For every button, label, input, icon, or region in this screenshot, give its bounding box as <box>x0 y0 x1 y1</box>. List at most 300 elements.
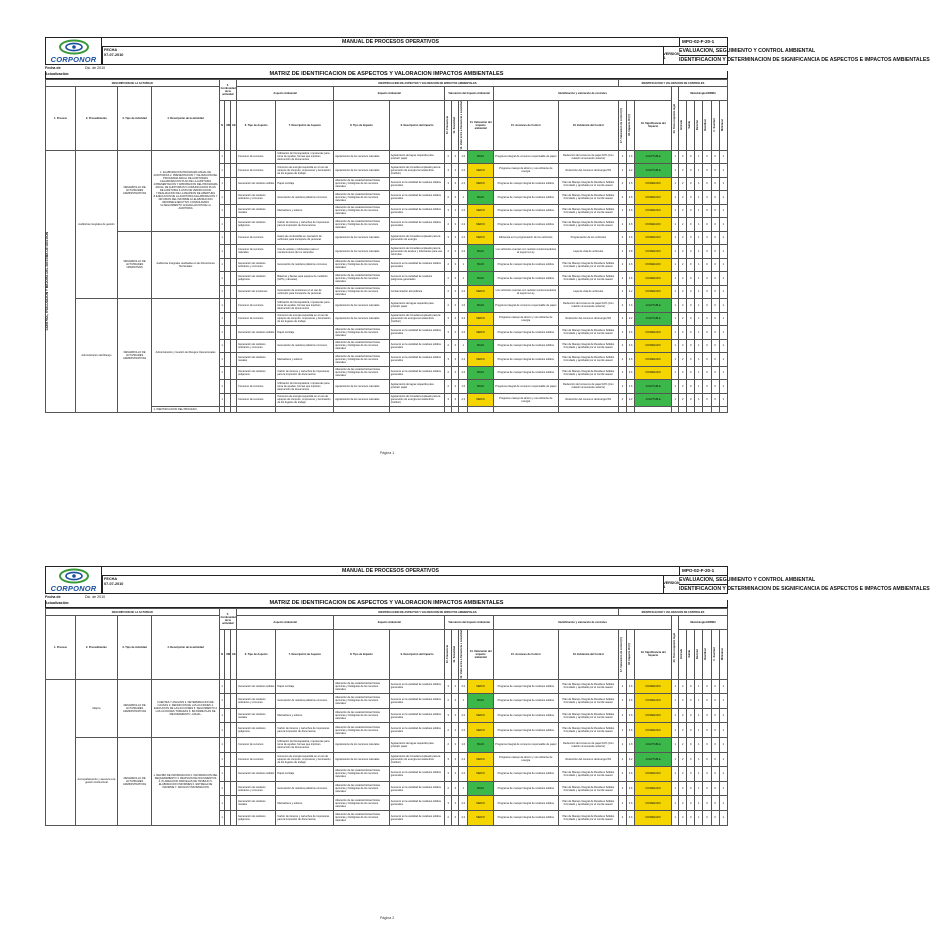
cell-efectividad: 2 <box>618 380 626 394</box>
cell-impacto-c: 2.2 <box>627 393 635 407</box>
cell-tipo-aspecto: Consumo de recursos <box>237 299 276 313</box>
cell-n: 1 <box>219 326 225 340</box>
cell-errma: 1 <box>695 393 703 407</box>
cell-severidad: 3 <box>452 737 459 752</box>
cell-tipo-aspecto: Generación de residuos peligrosos <box>237 218 276 232</box>
cell-tipo-impacto: Agotamiento de los recursos naturales <box>334 150 390 164</box>
cell-acciones: Programa de manejo integral de residuos sólidos <box>493 177 558 191</box>
cell-acciones: Los vehículos cuentan con revisión tecnicomecánica al según la Ley <box>493 285 558 299</box>
corponor-logo <box>46 567 102 593</box>
cell-acciones: Programa de manejo integral de residuos sólidos <box>493 272 558 286</box>
cell-severidad: 3 <box>452 796 459 811</box>
cell-desc-aspecto: Generación de residuos plásticos comunes <box>276 781 334 796</box>
cell-desc-aspecto: Utilización de fotocopiadora, impresoras para toma de ayudas, formas que implican destrucción de documentos <box>276 737 334 752</box>
cell-frecuencia: 2 <box>445 258 452 272</box>
cell-desc-aspecto: Utilización de fotocopiadora, impresoras para toma de ayudas, formas que implican destrucción de documentos <box>276 150 334 164</box>
cell-efectividad: 2 <box>618 339 626 353</box>
cell-errma: 0 <box>711 366 719 380</box>
cell-tiene-req: 1 <box>672 231 679 245</box>
sidebar-process-label: CONTROL, EVALUACION Y MEJORA DEL SISTEMA DE GESTION <box>45 232 49 331</box>
cell-errma: 0 <box>703 204 711 218</box>
cell-desc-aspecto: Consumo de energía requerida en el uso de equipos de cómputo, impresoras y iluminación de los lugares de trabajo <box>276 312 334 326</box>
cell-tipo-impacto: Agotamiento de los recursos naturales <box>334 312 390 326</box>
cell-n: 1 <box>219 218 225 232</box>
cell-acciones: Programa de manejo integral de residuos sólidos <box>493 218 558 232</box>
cell-errma: 1 <box>719 767 727 782</box>
manual-title: MANUAL DE PROCESOS OPERATIVOS <box>102 38 679 47</box>
group-impacto: Impacto Ambiental <box>334 616 445 630</box>
col-frecuencia: 10. Frecuencia <box>446 645 450 664</box>
cell-n: 1 <box>219 272 225 286</box>
cell-significancia-badge: MODERADO <box>635 258 672 272</box>
cell-errma: 1 <box>719 708 727 723</box>
group-ident-controles: Identificación y valoración de controles <box>493 87 671 101</box>
cell-errma: 2 <box>679 393 687 407</box>
cell-tiene-req: 1 <box>672 299 679 313</box>
cell-frecuencia: 2 <box>445 339 452 353</box>
cell-evidencia: Plan de Manejo Integral de Residuos Sólidos formulado y aprobado por el comité asesor <box>558 218 618 232</box>
cell-evidencia: Hoja de vida de vehículos <box>558 285 618 299</box>
cell-errma: 1 <box>719 191 727 205</box>
cell-valor: 2.2 <box>459 285 468 299</box>
cell-efectividad: 2 <box>618 694 626 709</box>
cell-n: 1 <box>219 796 225 811</box>
cell-valor: 2.2 <box>459 312 468 326</box>
cell-significancia-badge: MODERADO <box>635 767 672 782</box>
cell-significancia-badge: MODERADO <box>635 218 672 232</box>
cell-acciones: Programa integral de consumo responsable de papel <box>493 150 558 164</box>
cell-severidad: 3 <box>452 312 459 326</box>
cell-impacto-c: 2.2 <box>627 752 635 767</box>
cell-errma: 1 <box>695 231 703 245</box>
cell-acciones: Programa manejo de ahorro y uso eficiente de energía <box>493 752 558 767</box>
descripcion-riesgos: Administración y Gestión de Riesgos Operacionales <box>152 299 219 407</box>
table-row <box>46 231 728 245</box>
procedimiento-auditorias: Auditorías integrales de gestión <box>76 150 118 299</box>
cell-severidad: 3 <box>452 393 459 407</box>
cell-tipo-impacto: Alteración de las características físicas químicas y biológicas de los recursos naturales <box>334 781 390 796</box>
cell-significancia-badge: MODERADO <box>635 326 672 340</box>
cell-severidad: 3 <box>452 353 459 367</box>
cell-errma: 2 <box>679 299 687 313</box>
cell-significancia-badge: ACEPTABLE <box>635 393 672 407</box>
cell-desc-impacto: Contaminación atmosférica <box>389 285 445 299</box>
cell-tipo-impacto: Alteración de las características físicas químicas y biológicas de los recursos naturales <box>334 810 390 825</box>
cell-errma: 0 <box>711 177 719 191</box>
col-tipo-impacto: 8. Tipo de Impacto <box>334 101 390 151</box>
cell-frecuencia: 2 <box>445 218 452 232</box>
cell-frecuencia: 2 <box>445 694 452 709</box>
cell-errma: 1 <box>719 231 727 245</box>
cell-valoracion-badge: BAJO <box>468 150 493 164</box>
cell-impacto-c: 4.6 <box>627 258 635 272</box>
cell-evidencia: Reducción del consumo de papel 10% (Con relación al semestre anterior) <box>558 299 618 313</box>
group-valoracion: Valoración del Impacto Ambiental <box>445 87 494 101</box>
cell-tipo-aspecto: Generación de residuos sólidos <box>237 767 276 782</box>
cell-evidencia: Plan de Manejo Integral de Residuos Sólidos formulado y aprobado por el comité asesor <box>558 326 618 340</box>
cell-errma: 0 <box>703 312 711 326</box>
cell-significancia-badge: MODERADO <box>635 679 672 694</box>
cell-significancia-badge: MODERADO <box>635 796 672 811</box>
group-identificacion: IDENTIFICACION DE ASPECTOS Y VALORACION DE IMPACTOS AMBIENTALES <box>237 80 619 87</box>
cell-frecuencia: 2 <box>445 366 452 380</box>
col-errma-5: Minimizar <box>720 119 724 132</box>
descripcion-direcciones: Auditorías Integrales realizadas en las Direcciones Territoriales <box>152 231 219 299</box>
cell-errma: 0 <box>687 299 695 313</box>
cell-tiene-req: 1 <box>672 694 679 709</box>
cell-tipo-impacto: Agotamiento de los recursos naturales <box>334 752 390 767</box>
cell-tipo-impacto: Alteración de las características físicas químicas y biológicas de los recursos naturales <box>334 218 390 232</box>
cell-significancia-badge: ACEPTABLE <box>635 312 672 326</box>
cell-impacto-c: 4.6 <box>627 796 635 811</box>
cell-valoracion-badge: MEDIO <box>468 177 493 191</box>
cell-valor: 2.2 <box>459 204 468 218</box>
cell-evidencia: Reducción del consumo de papel 10% (Con relación al semestre anterior) <box>558 380 618 394</box>
cell-efectividad: 2 <box>618 810 626 825</box>
cell-errma: 0 <box>687 272 695 286</box>
cell-errma: 1 <box>695 366 703 380</box>
cell-frecuencia: 2 <box>445 810 452 825</box>
col-errma-5: Minimizar <box>720 648 724 661</box>
cell-errma: 0 <box>703 694 711 709</box>
cell-efectividad: 2 <box>618 258 626 272</box>
cell-desc-aspecto: Utilización de fotocopiadora, impresoras para toma de ayudas, formas que implican destrucción de documentos <box>276 299 334 313</box>
logo-emblem-icon <box>54 38 94 55</box>
cell-errma: 1 <box>719 679 727 694</box>
cell-acciones: Programa de manejo integral de residuos sólidos <box>493 767 558 782</box>
cell-n: 1 <box>219 312 225 326</box>
cell-severidad: 3 <box>452 150 459 164</box>
cell-desc-aspecto: Consumo de energía requerida en el uso de equipos de cómputo, impresoras y iluminación de los lugares de trabajo <box>276 752 334 767</box>
cell-frecuencia: 3 <box>445 353 452 367</box>
cell-errma: 1 <box>695 708 703 723</box>
cell-desc-aspecto: Gasto de combustible en operación de vehículos para transporte de personal <box>276 231 334 245</box>
cell-frecuencia: 2 <box>445 272 452 286</box>
cell-desc-aspecto: Papel reciclaje <box>276 326 334 340</box>
cell-errma: 0 <box>687 679 695 694</box>
cell-evidencia: Plan de Manejo Integral de Residuos Sólidos formulado y aprobado por el comité asesor <box>558 204 618 218</box>
cell-desc-impacto: Aumento en la cantidad de residuos peligrosos generados <box>389 272 445 286</box>
cell-tipo-aspecto: Generación de residuos peligrosos <box>237 810 276 825</box>
cell-severidad: 3 <box>452 272 459 286</box>
cell-errma: 1 <box>695 694 703 709</box>
update-value: Dic. de 2010 <box>85 595 106 599</box>
update-value: Dic. de 2010 <box>85 66 106 70</box>
cell-desc-aspecto: Papel reciclaje <box>276 177 334 191</box>
cell-significancia-badge: ACEPTABLE <box>635 380 672 394</box>
cell-valor: 2.2 <box>459 810 468 825</box>
cell-impacto-c: 4.6 <box>627 708 635 723</box>
fecha-value: 07-07-2010 <box>104 52 124 57</box>
cell-acciones: Eficiencia en la programación de los vehículos <box>493 231 558 245</box>
section-title: EVALUACION, SEGUIMIENTO Y CONTROL AMBIENTAL <box>679 48 816 54</box>
cell-errma: 2 <box>679 708 687 723</box>
cell-errma: 2 <box>679 285 687 299</box>
cell-n: 1 <box>219 380 225 394</box>
cell-tipo-aspecto: Consumo de recursos <box>237 752 276 767</box>
cell-n: 1 <box>219 737 225 752</box>
cell-acciones: Programa de manejo integral de residuos sólidos <box>493 204 558 218</box>
cell-severidad: 3 <box>452 723 459 738</box>
cell-valoracion-badge: BAJO <box>468 380 493 394</box>
cell-errma: 0 <box>703 353 711 367</box>
cell-errma: 1 <box>695 191 703 205</box>
cell-acciones: Programa manejo de ahorro y uso eficiente de energía <box>493 393 558 407</box>
cell-efectividad: 2 <box>618 781 626 796</box>
cell-tiene-req: 1 <box>672 285 679 299</box>
col-valor: 12. Valor entre a frecuencia x severidad <box>460 101 464 150</box>
cell-n: 1 <box>219 258 225 272</box>
cell-impacto-c: 3.8 <box>627 245 635 259</box>
cell-tiene-req: 1 <box>672 353 679 367</box>
cell-evidencia: Plan de Manejo Integral de Residuos Sólidos formulado y aprobado por el comité asesor <box>558 767 618 782</box>
cell-tiene-req: 1 <box>672 258 679 272</box>
cell-errma: 0 <box>711 272 719 286</box>
document-header <box>45 566 930 594</box>
cell-severidad: 3 <box>452 231 459 245</box>
cell-errma: 2 <box>679 737 687 752</box>
group-ident-controles: Identificación y valoración de controles <box>493 616 671 630</box>
cell-valoracion-badge: MEDIO <box>468 810 493 825</box>
cell-efectividad: 2 <box>618 218 626 232</box>
col-ee: EE <box>231 101 237 151</box>
cell-frecuencia: 3 <box>445 312 452 326</box>
cell-efectividad: 2 <box>618 737 626 752</box>
cell-errma: 1 <box>695 752 703 767</box>
page-2 <box>45 566 930 826</box>
cell-impacto-c: 4.2 <box>627 285 635 299</box>
descripcion-mejora: FUENTES Y ANALISIS 2. DETERMINACION DE CAUSAS 3. DEFINICION DE LAS ACCIONES 4. EJECUCION DE LAS ACCIONES 5. SEGUIMIENTO A LAS ACCIONES TOMADAS 6. INFORME PLAN DE MEJORAMIENTO -ANUAL- <box>152 679 219 737</box>
cell-desc-impacto: Agotamiento de Inmediat empleado para la generación de energía termoeléctrica (Carbón) <box>389 164 445 178</box>
cell-errma: 2 <box>679 781 687 796</box>
cell-tiene-req: 1 <box>672 191 679 205</box>
col-desc-impacto: 9. Descripción del Impacto <box>389 630 445 680</box>
cell-errma: 0 <box>711 694 719 709</box>
cell-frecuencia: 2 <box>445 380 452 394</box>
cell-errma: 0 <box>687 810 695 825</box>
cell-errma: 1 <box>695 218 703 232</box>
cell-errma: 0 <box>711 679 719 694</box>
col-n: N <box>219 101 225 151</box>
cell-impacto-c: 4.6 <box>627 339 635 353</box>
cell-frecuencia: 3 <box>445 752 452 767</box>
form-title: IDENTIFICACION Y DETERMINACION DE SIGNIFICANCIA DE ASPECTOS E IMPACTOS AMBIENTALES <box>679 57 930 63</box>
cell-errma: 1 <box>719 380 727 394</box>
cell-errma: 2 <box>679 380 687 394</box>
cell-frecuencia: 2 <box>445 723 452 738</box>
cell-errma: 0 <box>687 218 695 232</box>
cell-valor: 2.2 <box>459 723 468 738</box>
cell-tiene-req: 1 <box>672 164 679 178</box>
col-impacto-c: 18. Impacto ID (C) <box>628 114 632 137</box>
cell-valoracion-badge: MEDIO <box>468 164 493 178</box>
col-errma-3: Reutilizar <box>704 119 708 132</box>
table-row <box>46 150 728 164</box>
col-errma-2: Reciclar <box>696 649 700 660</box>
cell-errma: 0 <box>687 258 695 272</box>
cell-errma: 1 <box>719 723 727 738</box>
cell-errma: 1 <box>719 258 727 272</box>
cell-frecuencia: 3 <box>445 708 452 723</box>
cell-efectividad: 2 <box>618 177 626 191</box>
cell-n: 1 <box>219 231 225 245</box>
cell-valoracion-badge: MEDIO <box>468 218 493 232</box>
cell-valoracion-badge: BAJO <box>468 366 493 380</box>
cell-errma: 0 <box>703 380 711 394</box>
cell-errma: 1 <box>695 272 703 286</box>
cell-efectividad: 2 <box>618 164 626 178</box>
cell-efectividad: 2 <box>618 285 626 299</box>
cell-efectividad: 2 <box>618 245 626 259</box>
cell-errma: 2 <box>679 164 687 178</box>
cell-acciones: Programa de manejo integral de residuos sólidos <box>493 258 558 272</box>
cell-desc-aspecto: Cartón de tóneres y cartuchos de impresoras para la impresión de documentos <box>276 723 334 738</box>
col-tipo-aspecto: 6. Tipo de Aspecto <box>237 630 276 680</box>
cell-valoracion-badge: BAJO <box>468 339 493 353</box>
cell-tiene-req: 1 <box>672 737 679 752</box>
cell-impacto-c: 4.6 <box>627 694 635 709</box>
cell-acciones: Programa de manejo integral de residuos sólidos <box>493 679 558 694</box>
cell-errma: 1 <box>695 164 703 178</box>
col-tipo-impacto: 8. Tipo de Impacto <box>334 630 390 680</box>
cell-errma: 1 <box>719 796 727 811</box>
cell-errma: 2 <box>679 679 687 694</box>
cell-errma: 1 <box>695 767 703 782</box>
cell-tipo-aspecto: Consumo de recursos <box>237 737 276 752</box>
cell-significancia-badge: ACEPTABLE <box>635 752 672 767</box>
cell-desc-impacto: Aumento en la cantidad de residuos sólidos generados <box>389 694 445 709</box>
version-label: VERSION 1 <box>663 51 680 60</box>
cell-errma: 2 <box>679 272 687 286</box>
group-aspecto: Aspecto Ambiental <box>237 87 334 101</box>
cell-tipo-impacto: Alteración de las características físicas químicas y biológicas de los recursos naturales <box>334 191 390 205</box>
cell-desc-impacto: Agotamiento del agua requerida para producir papel <box>389 299 445 313</box>
col-tipo-actividad: 3. Tipo de Actividad <box>117 87 152 151</box>
cell-acciones: Programa de manejo integral de residuos sólidos <box>493 796 558 811</box>
cell-tipo-aspecto: Generación de emisiones <box>237 285 276 299</box>
cell-errma: 0 <box>703 767 711 782</box>
cell-desc-aspecto: Utilización de fotocopiadora, impresoras para toma de ayudas, formas que implican destrucción de documentos <box>276 380 334 394</box>
cell-significancia-badge: MODERADO <box>635 272 672 286</box>
cell-tipo-impacto: Alteración de las características físicas químicas y biológicas de los recursos naturales <box>334 723 390 738</box>
cell-valoracion-badge: BAJO <box>468 299 493 313</box>
cell-desc-impacto: Aumento en la cantidad de residuos sólidos generados <box>389 191 445 205</box>
cell-significancia-badge: MODERADO <box>635 723 672 738</box>
cell-evidencia: Plan de Manejo Integral de Residuos Sólidos formulado y aprobado por el comité asesor <box>558 272 618 286</box>
cell-significancia-badge: MODERADO <box>635 245 672 259</box>
cell-errma: 2 <box>679 150 687 164</box>
logo-text: CORPONOR <box>50 584 97 593</box>
cell-desc-aspecto: Cartón de tóneres y cartuchos de impresoras para la impresión de documentos <box>276 218 334 232</box>
cell-evidencia: Plan de Manejo Integral de Residuos Sólidos formulado y aprobado por el comité asesor <box>558 339 618 353</box>
cell-tipo-aspecto: Consumo de recursos <box>237 231 276 245</box>
cell-tiene-req: 1 <box>672 312 679 326</box>
cell-tipo-impacto: Agotamiento de los recursos naturales <box>334 164 390 178</box>
cell-errma: 0 <box>711 245 719 259</box>
col-errma-4: C. Sustituir <box>712 647 716 662</box>
cell-errma: 2 <box>679 204 687 218</box>
cell-errma: 0 <box>687 164 695 178</box>
matrix-title: MATRIZ DE IDENTIFICACION DE ASPECTOS Y VALORACION IMPACTOS AMBIENTALES <box>45 600 728 608</box>
cell-valoracion-badge: MEDIO <box>468 231 493 245</box>
cell-errma: 1 <box>719 204 727 218</box>
cell-errma: 1 <box>719 353 727 367</box>
cell-severidad: 3 <box>452 694 459 709</box>
cell-severidad: 3 <box>452 164 459 178</box>
cell-tipo-impacto: Agotamiento de los recursos naturales <box>334 737 390 752</box>
cell-desc-impacto: Aumento en la cantidad de residuos sólidos generados <box>389 708 445 723</box>
group-valoracion: Valoración del Impacto Ambiental <box>445 616 494 630</box>
col-errma-4: C. Sustituir <box>712 118 716 133</box>
date-version-box <box>102 47 679 64</box>
cell-severidad: 3 <box>452 767 459 782</box>
document-header <box>45 37 930 65</box>
cell-tipo-aspecto: Generación de residuos peligrosos <box>237 723 276 738</box>
procedimiento-acompanamiento: Acompañamiento y asesoría a la gestión institucional <box>76 737 118 825</box>
cell-errma: 1 <box>695 258 703 272</box>
col-significancia: 19. Significancia del Impacto <box>635 630 672 680</box>
cell-efectividad: 2 <box>618 326 626 340</box>
col-val-impacto: 14. Valoración del impacto ambiental <box>468 630 493 680</box>
cell-acciones: Programa de manejo integral de residuos sólidos <box>493 366 558 380</box>
cell-impacto-c: 4.6 <box>627 326 635 340</box>
col-descripcion: 4. Descripción de la actividad <box>152 616 219 680</box>
cell-tiene-req: 1 <box>672 781 679 796</box>
cell-desc-impacto: Agotamiento de Inmediat empleado para la generación de energía <box>389 231 445 245</box>
cell-impacto-c: 4.6 <box>627 723 635 738</box>
cell-n: 1 <box>219 366 225 380</box>
cell-tipo-impacto: Alteración de las características físicas químicas y biológicas de los recursos naturales <box>334 767 390 782</box>
cell-tiene-req: 1 <box>672 272 679 286</box>
cell-efectividad: 2 <box>618 231 626 245</box>
cell-errma: 1 <box>719 164 727 178</box>
cell-errma: 0 <box>711 752 719 767</box>
cell-desc-impacto: Agotamiento del agua requerida para producir papel <box>389 380 445 394</box>
cell-n: 1 <box>219 393 225 407</box>
cell-errma: 0 <box>687 366 695 380</box>
cell-errma: 0 <box>711 231 719 245</box>
cell-errma: 0 <box>703 218 711 232</box>
cell-errma: 0 <box>687 708 695 723</box>
cell-errma: 0 <box>703 737 711 752</box>
cell-tipo-impacto: Alteración de las características físicas químicas y biológicas de los recursos naturales <box>334 177 390 191</box>
cell-efectividad: 2 <box>618 767 626 782</box>
cell-acciones: Programa de manejo integral de residuos sólidos <box>493 191 558 205</box>
cell-valor: 1.6 <box>459 380 468 394</box>
col-procedimiento: 2. Procedimiento <box>76 616 118 680</box>
cell-errma: 1 <box>695 723 703 738</box>
cell-errma: 0 <box>711 285 719 299</box>
cell-errma: 0 <box>687 177 695 191</box>
col-acciones: 15. Acciones de Control <box>493 101 558 151</box>
col-desc-aspecto: 7. Descripción de Aspecto <box>276 101 334 151</box>
cell-errma: 0 <box>711 393 719 407</box>
manual-title: MANUAL DE PROCESOS OPERATIVOS <box>102 567 679 576</box>
cell-impacto-c: 1.6 <box>627 737 635 752</box>
cell-desc-impacto: Aumento en la cantidad de residuos sólidos generados <box>389 258 445 272</box>
cell-valoracion-badge: MEDIO <box>468 752 493 767</box>
cell-errma: 1 <box>719 326 727 340</box>
matrix-title: MATRIZ DE IDENTIFICACION DE ASPECTOS Y VALORACION IMPACTOS AMBIENTALES <box>45 71 728 79</box>
cell-errma: 1 <box>695 150 703 164</box>
cell-acciones: Los vehículos cuentan con revisión tecnicomecánica al según la Ley <box>493 245 558 259</box>
cell-valor: 1.6 <box>459 737 468 752</box>
cell-frecuencia: 2 <box>445 737 452 752</box>
cell-errma: 1 <box>695 380 703 394</box>
col-efectividad: 17. Valoración de control (C) <box>619 636 623 672</box>
cell-errma: 0 <box>687 694 695 709</box>
cell-evidencia: Plan de Manejo Integral de Residuos Sólidos formulado y aprobado por el comité asesor <box>558 796 618 811</box>
